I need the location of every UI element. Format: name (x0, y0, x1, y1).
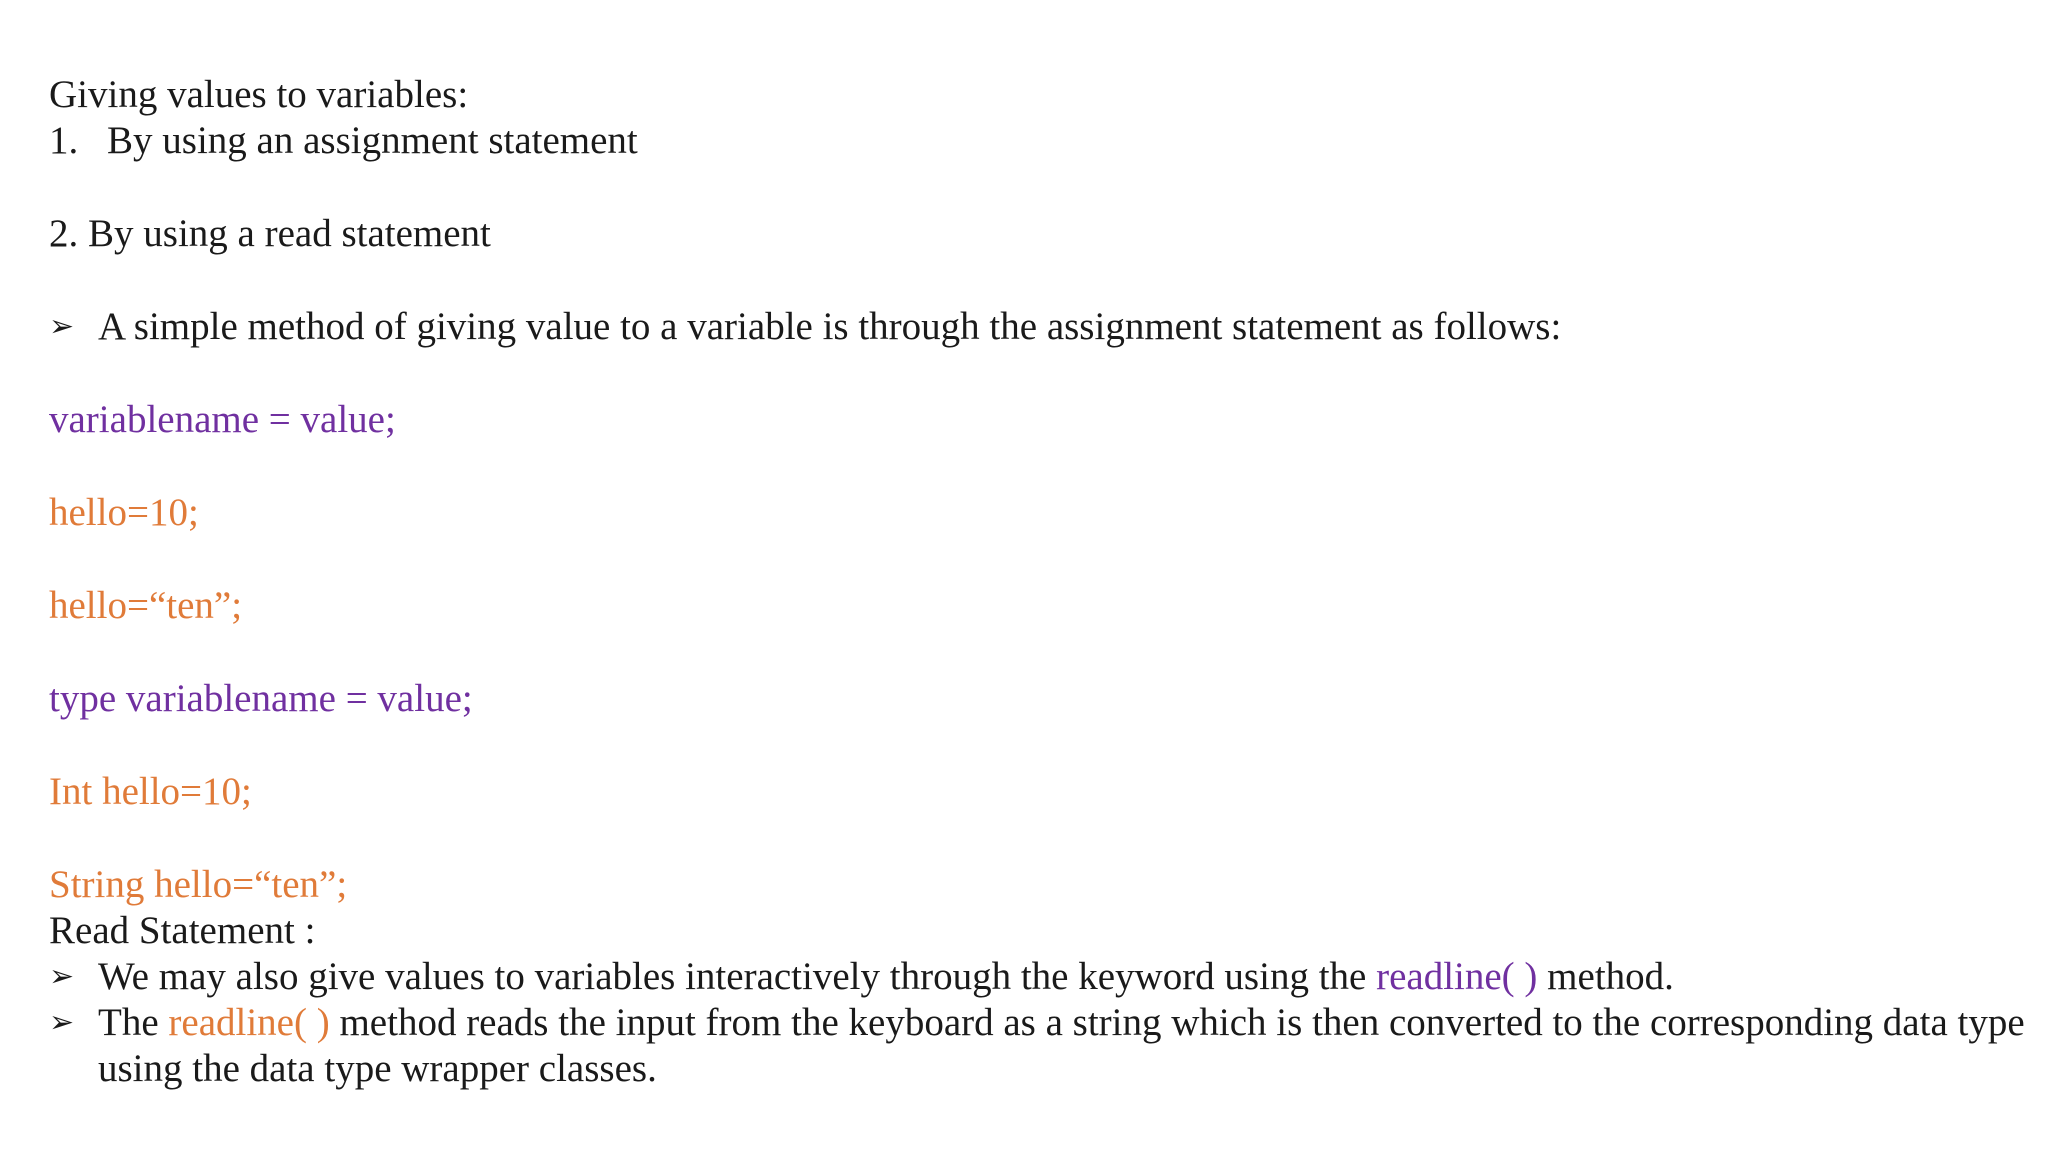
list-number-1: 1. (49, 119, 79, 162)
bullet-2-before: We may also give values to variables interactively through the keyword using the (98, 955, 1377, 998)
list-text-1: By using an assignment statement (107, 119, 638, 162)
bullet-item-2 (49, 954, 2039, 1000)
list-item-2 (49, 211, 491, 257)
code-line-6: String hello=“ten”; (49, 863, 348, 906)
bullet-item-3 (49, 1000, 2039, 1092)
bullet-3-after: method reads the input from the keyboard as a string which is then converted to the corresponding data type using the data type wrapper classes. (98, 1001, 2025, 1090)
read-statement-heading: Read Statement : (49, 909, 316, 952)
heading: Giving values to variables: (49, 73, 469, 116)
code-line-3: hello=“ten”; (49, 584, 243, 627)
code-line-5: Int hello=10; (49, 770, 252, 813)
readline-keyword: readline( ) (168, 1001, 330, 1044)
code-line-4: type variablename = value; (49, 677, 473, 720)
list-text-2: By using a read statement (88, 212, 491, 255)
list-item-1 (49, 118, 638, 164)
bullet-3-before: The (98, 1001, 169, 1044)
arrow-bullet-icon: ➢ (49, 959, 75, 994)
arrow-bullet-icon: ➢ (49, 309, 75, 344)
bullet-2-after: method. (1537, 955, 1674, 998)
code-line-1: variablename = value; (49, 398, 396, 441)
arrow-bullet-icon: ➢ (49, 1005, 75, 1040)
bullet-text-1: A simple method of giving value to a variable is through the assignment statement as follows: (98, 305, 1562, 348)
readline-keyword: readline( ) (1376, 955, 1538, 998)
bullet-text-2 (49, 954, 2039, 1000)
bullet-item-1 (49, 304, 2039, 350)
bullet-text-3 (49, 1000, 2039, 1092)
code-line-2: hello=10; (49, 491, 199, 534)
list-number-2: 2. (49, 212, 79, 255)
